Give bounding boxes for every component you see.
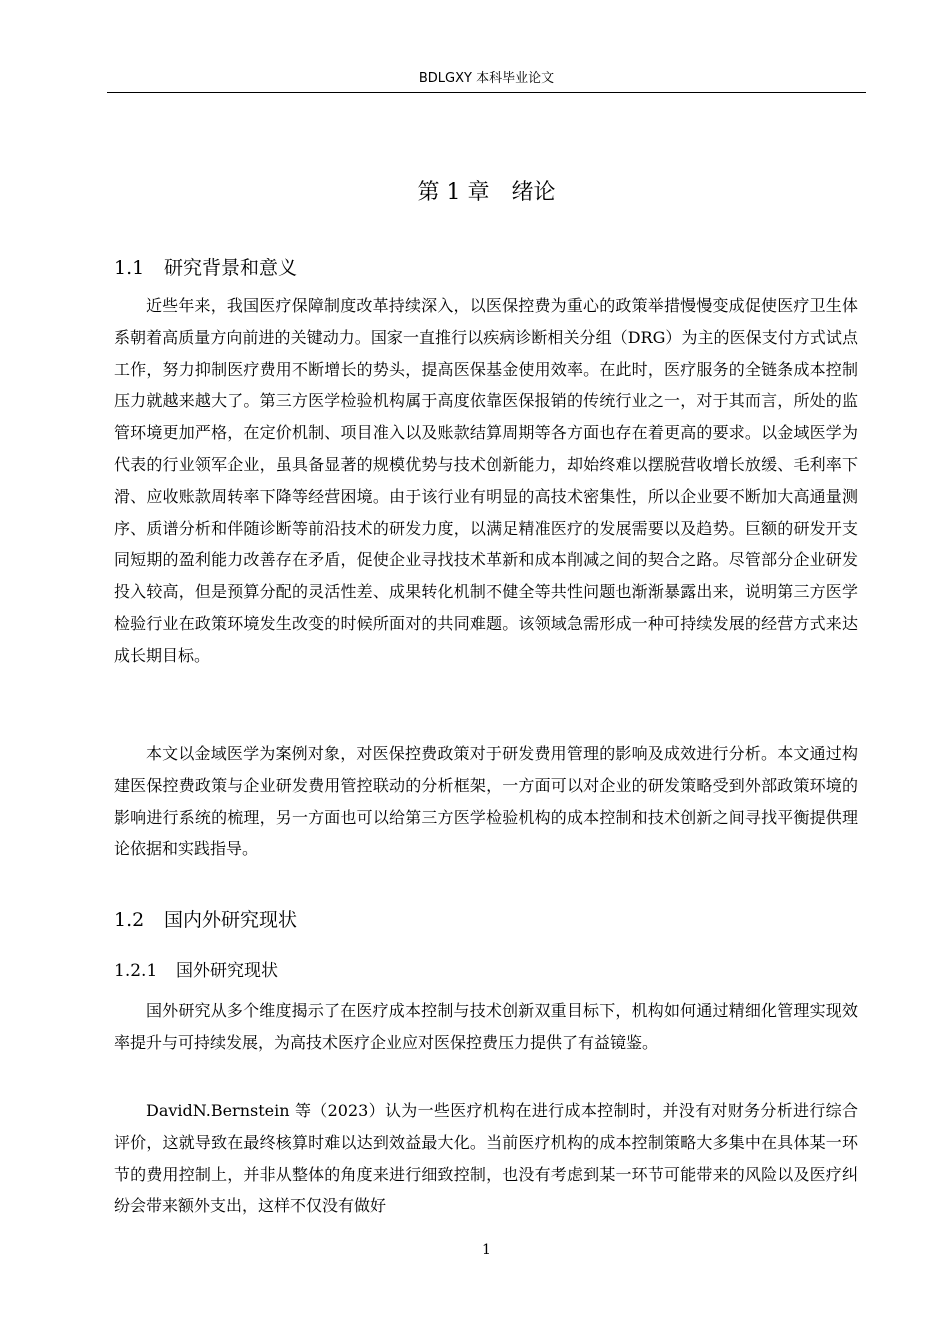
section-number: 1.2 [114, 909, 145, 931]
subsection-number: 1.2.1 [114, 961, 158, 981]
section-heading-1-1 [114, 255, 297, 281]
paragraph-background: 近些年来，我国医疗保障制度改革持续深入，以医保控费为重心的政策举措慢慢变成促使医疗卫生体系朝着高质量方向前进的关键动力。国家一直推行以疾病诊断相关分组（DRG）为主的医保支付方式试点工作，努力抑制医疗费用不断增长的势头，提高医保基金使用效率。在此时，医疗服务的全链条成本控制压力就越来越大了。第三方医学检验机构属于高度依靠医保报销的传统行业之一，对于其而言，所处的监管环境更加严格，在定价机制、项目准入以及账款结算周期等各方面也存在着更高的要求。以金域医学为代表的行业领军企业，虽具备显著的规模优势与技术创新能力，却始终难以摆脱营收增长放缓、毛利率下滑、应收账款周转率下降等经营困境。由于该行业有明显的高技术密集性，所以企业要不断加大高通量测序、质谱分析和伴随诊断等前沿技术的研发力度，以满足精准医疗的发展需要以及趋势。巨额的研发开支同短期的盈利能力改善存在矛盾，促使企业寻找技术革新和成本削减之间的契合之路。尽管部分企业研发投入较高，但是预算分配的灵活性差、成果转化机制不健全等共性问题也渐渐暴露出来，说明第三方医学检验行业在政策环境发生改变的时候所面对的共同难题。该领域急需形成一种可持续发展的经营方式来达成长期目标。 [114, 296, 858, 665]
paragraph-foreign-overview: 国外研究从多个维度揭示了在医疗成本控制与技术创新双重目标下，机构如何通过精细化管理实现效率提升与可持续发展，为高技术医疗企业应对医保控费压力提供了有益镜鉴。 [114, 1001, 858, 1052]
section-heading-1-2 [114, 907, 297, 933]
subsection-title: 国外研究现状 [176, 961, 278, 981]
header-divider [107, 92, 866, 93]
chapter-number: 第 1 章 [417, 180, 490, 205]
section-number: 1.1 [114, 257, 145, 279]
paragraph-bernstein: DavidN.Bernstein 等（2023）认为一些医疗机构在进行成本控制时，并没有对财务分析进行综合评价，这就导致在最终核算时难以达到效益最大化。当前医疗机构的成本控制策略大多集中在具体某一环节的费用控制上，并非从整体的角度来进行细致控制，也没有考虑到某一环节可能带来的风险以及医疗纠纷会带来额外支出，这样不仅没有做好 [114, 1101, 858, 1216]
section-title: 研究背景和意义 [164, 257, 298, 279]
subsection-heading-1-2-1 [114, 959, 278, 983]
chapter-heading [107, 178, 866, 208]
page-number: 1 [482, 1242, 491, 1258]
section-title: 国内外研究现状 [164, 909, 298, 931]
chapter-title: 绪论 [511, 180, 556, 205]
paragraph-purpose: 本文以金域医学为案例对象，对医保控费政策对于研发费用管理的影响及成效进行分析。本文通过构建医保控费政策与企业研发费用管控联动的分析框架，一方面可以对企业的研发策略受到外部政策环境的影响进行系统的梳理，另一方面也可以给第三方医学检验机构的成本控制和技术创新之间寻找平衡提供理论依据和实践指导。 [114, 744, 858, 859]
page-header: BDLGXY 本科毕业论文 [418, 71, 555, 86]
